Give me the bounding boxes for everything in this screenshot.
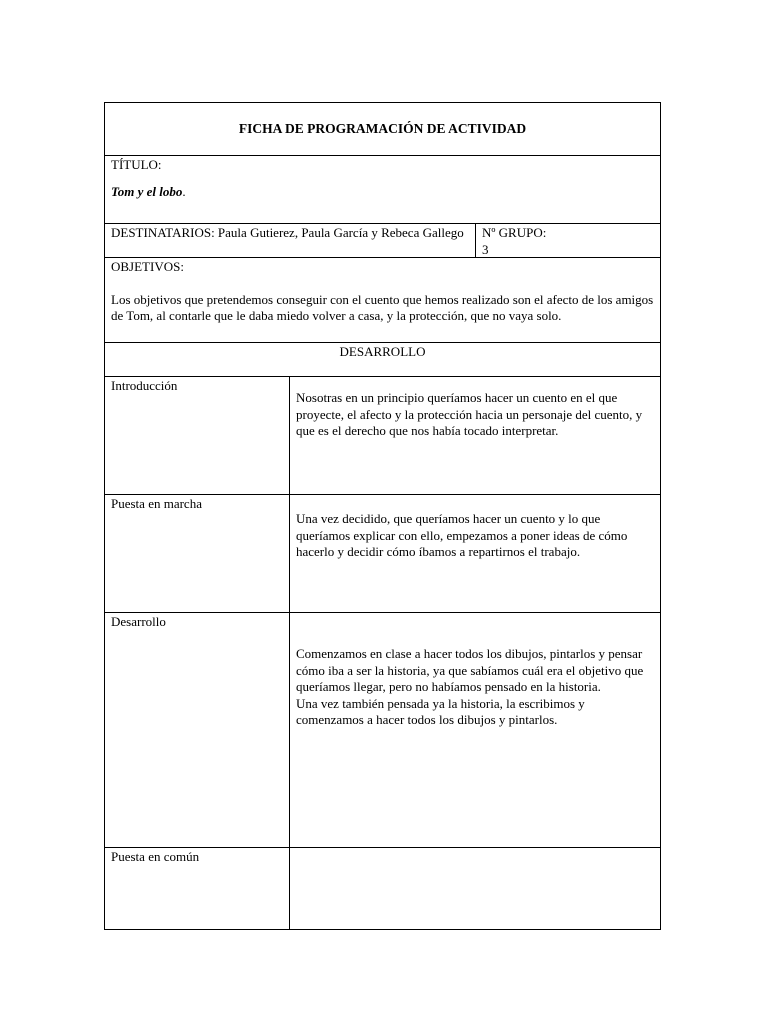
phase-description: [290, 848, 660, 929]
activity-form: [104, 102, 661, 930]
phase-row-puesta-en-marcha: [105, 495, 660, 613]
recipients-row: [105, 224, 660, 258]
group-label: Nº GRUPO:: [482, 225, 547, 240]
phase-paragraph: Una vez también pensada ya la historia, la escribimos y comenzamos a hacer todos los dibujos y pintarlos.: [296, 695, 585, 727]
story-title-line: [111, 184, 654, 201]
phase-label: Puesta en marcha: [105, 495, 290, 612]
story-title: Tom y el lobo: [111, 183, 183, 199]
phase-row-introduccion: [105, 377, 660, 495]
development-heading: DESARROLLO: [339, 344, 426, 359]
form-heading-cell: [105, 103, 660, 156]
phase-description: [290, 495, 660, 612]
development-heading-cell: [105, 343, 660, 377]
phase-description: [290, 377, 660, 494]
phase-paragraph: Una vez decidido, que queríamos hacer un cuento y lo que queríamos explicar con ello, empezamos a poner ideas de cómo hacerlo y decidir cómo íbamos a repartirnos el trabajo.: [296, 511, 628, 559]
group-number: 3: [482, 241, 489, 257]
title-cell: [105, 156, 660, 224]
phase-paragraph: Comenzamos en clase a hacer todos los dibujos, pintarlos y pensar cómo iba a ser la historia, ya que sabíamos cuál era el objetivo que queríamos llegar, pero no habíamos pensado en la historia.: [296, 646, 644, 694]
group-cell: [476, 224, 660, 257]
phase-label: Desarrollo: [105, 613, 290, 847]
phase-row-puesta-en-comun: [105, 848, 660, 929]
phase-paragraph: Nosotras en un principio queríamos hacer un cuento en el que proyecte, el afecto y la protección hacia un personaje del cuento, y que es el derecho que nos había tocado interpretar.: [296, 390, 643, 438]
objectives-cell: [105, 258, 660, 343]
phase-row-desarrollo: [105, 613, 660, 848]
objectives-text: Los objetivos que pretendemos conseguir con el cuento que hemos realizado son el afecto de los amigos de Tom, al contarle que le daba miedo volver a casa, y la protección, que no vaya solo.: [111, 291, 654, 323]
phase-description: [290, 613, 660, 847]
form-heading: FICHA DE PROGRAMACIÓN DE ACTIVIDAD: [238, 120, 527, 136]
objectives-label: OBJETIVOS:: [111, 259, 184, 274]
story-title-punct: .: [182, 183, 186, 199]
phase-label: Puesta en común: [105, 848, 290, 929]
title-label: TÍTULO:: [111, 157, 162, 172]
recipients-cell: DESTINATARIOS: Paula Gutierez, Paula García y Rebeca Gallego: [105, 224, 476, 257]
phase-label: Introducción: [105, 377, 290, 494]
